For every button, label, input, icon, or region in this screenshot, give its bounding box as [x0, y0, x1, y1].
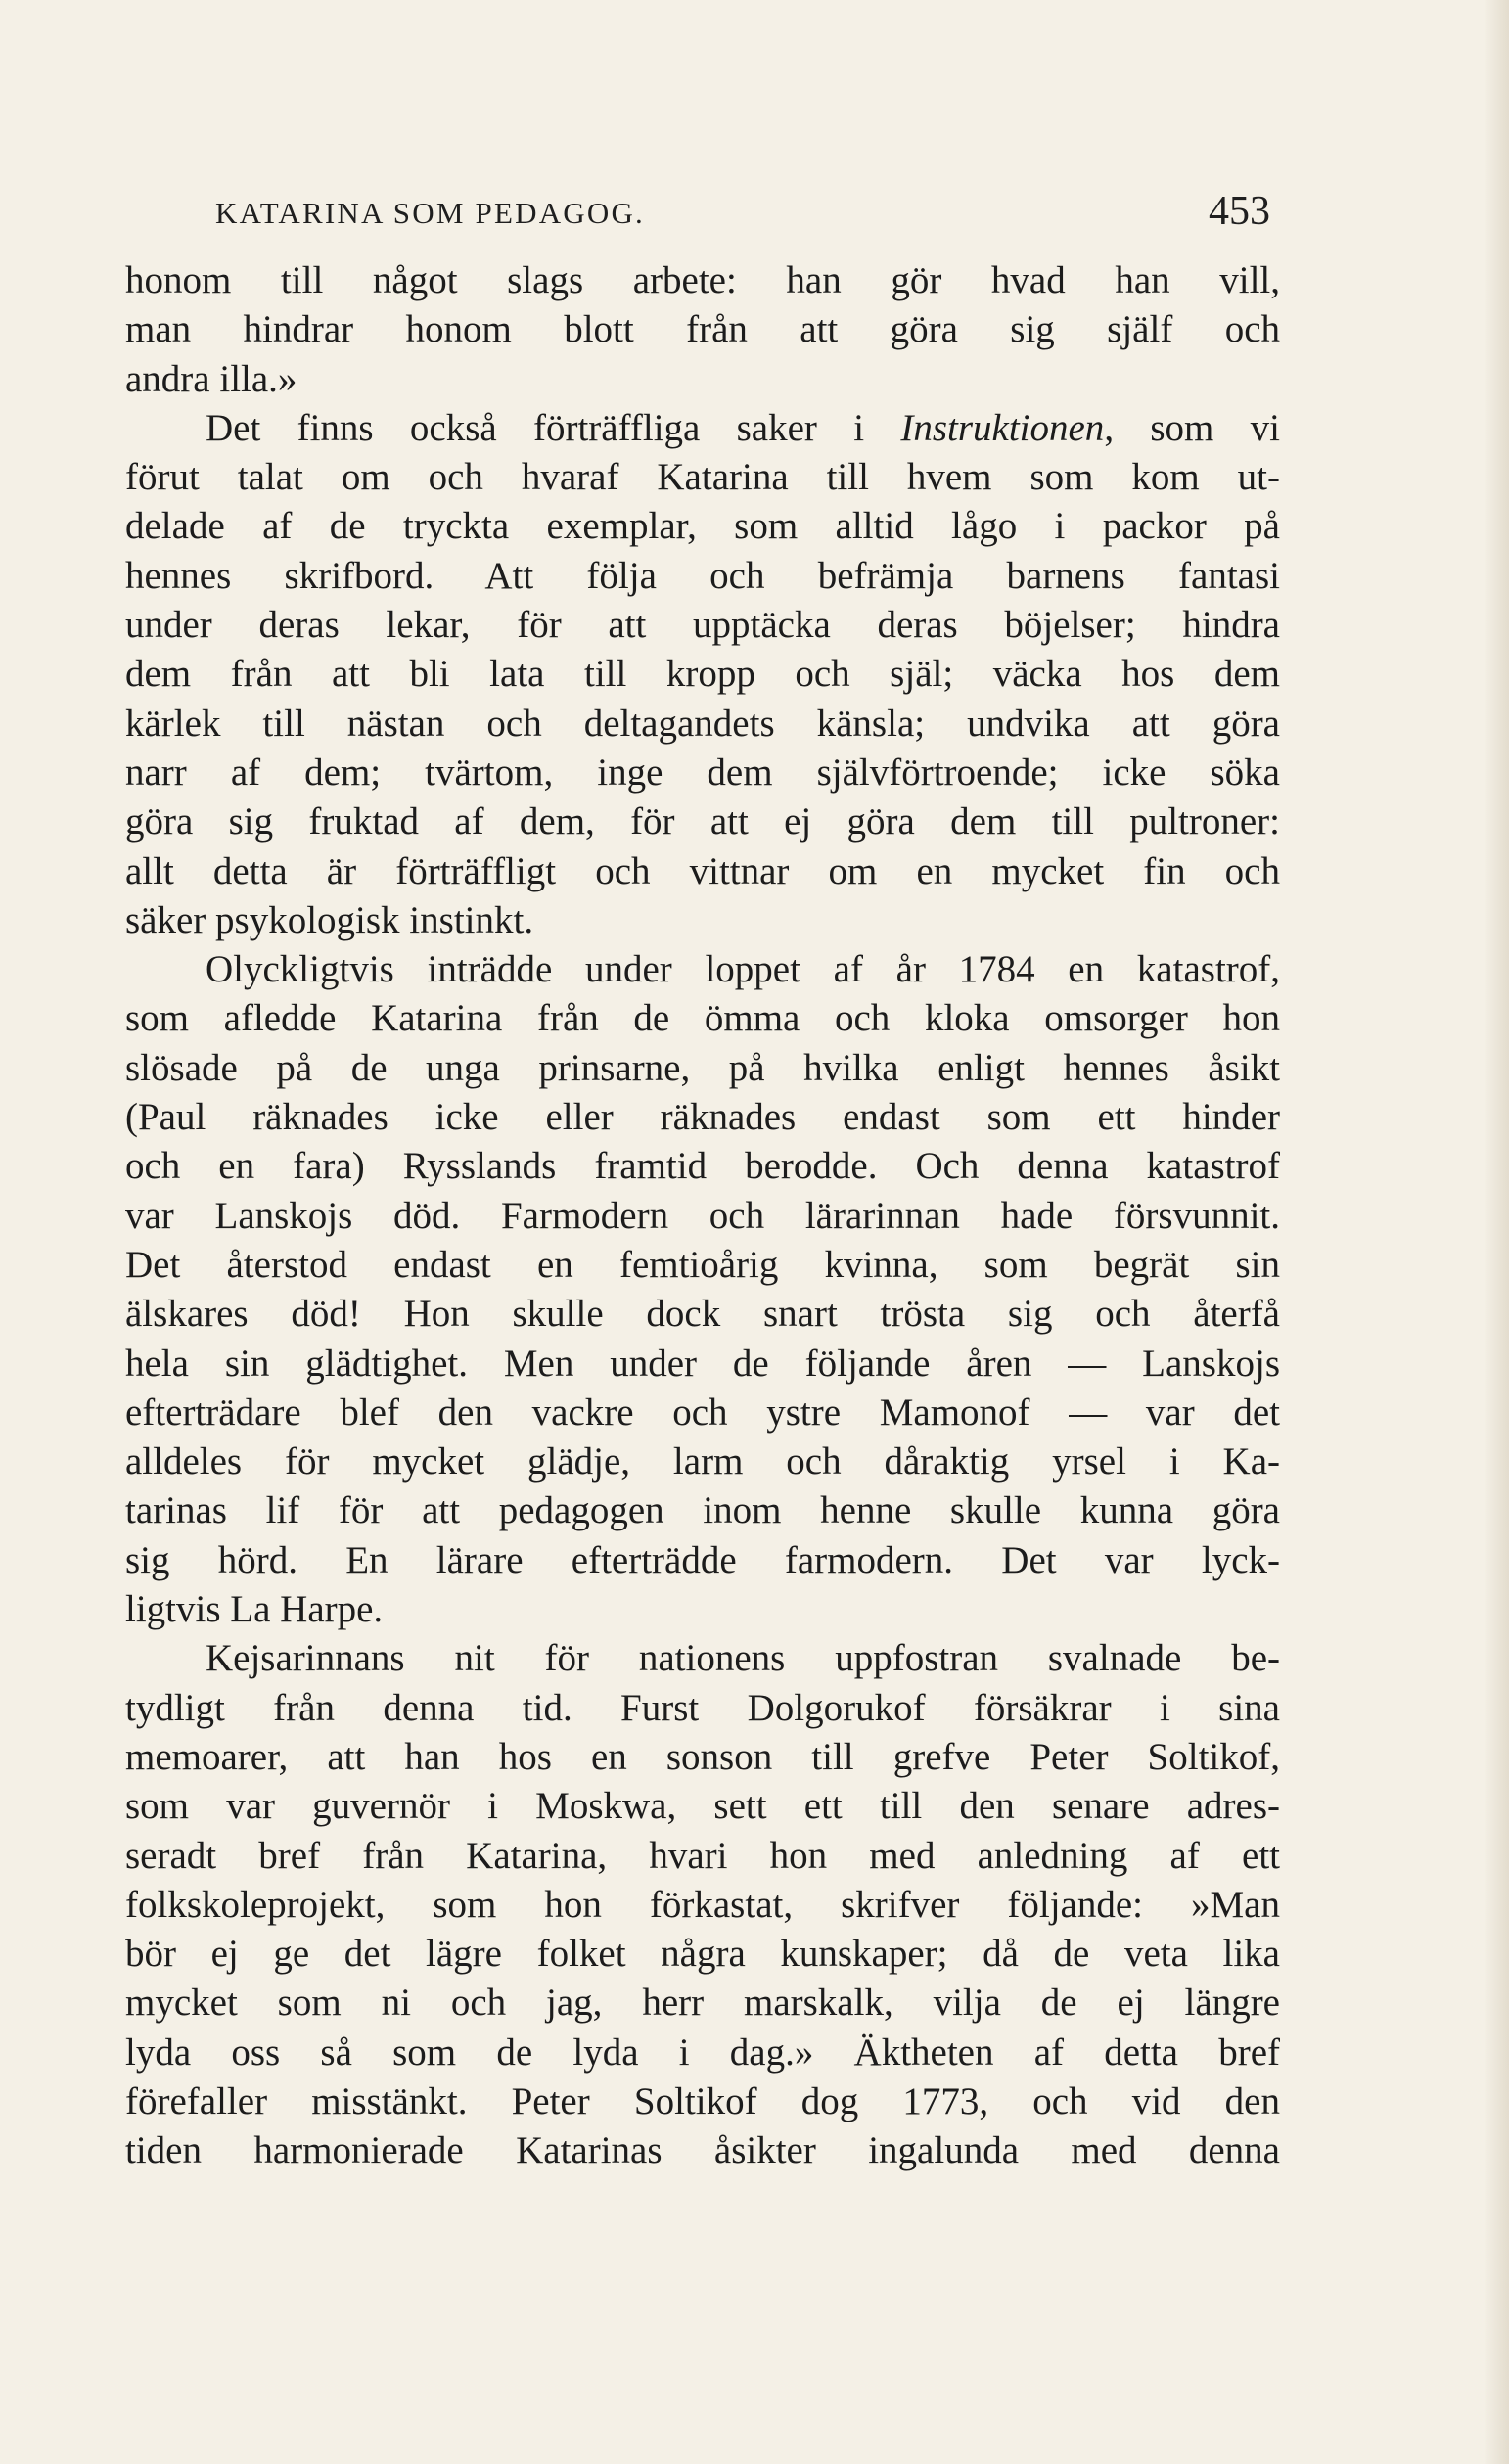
text-line-continuation: , som vi [1104, 406, 1280, 449]
text-line [125, 1684, 1280, 1733]
text-line [125, 1093, 1280, 1142]
text-line [125, 1044, 1280, 1093]
text-line-content: delade af de tryckta exemplar, som alltid lågo i packor på [125, 505, 1280, 548]
text-line-content: och en fara) Rysslands framtid berodde. Och denna katastrof [125, 1145, 1280, 1188]
text-line [125, 1881, 1280, 1930]
text-line-content: dem från att bli lata till kropp och själ; väcka hos dem [125, 653, 1280, 696]
text-line [125, 502, 1280, 551]
text-line-content: tydligt från denna tid. Furst Dolgorukof försäkrar i sina [125, 1686, 1280, 1729]
text-line-content: kärlek till nästan och deltagandets känsla; undvika att göra [125, 702, 1280, 745]
text-line [125, 847, 1280, 896]
text-line [125, 1437, 1280, 1486]
text-line [125, 1389, 1280, 1437]
text-line [125, 1782, 1280, 1831]
text-line [125, 305, 1280, 354]
text-line-content: tarinas lif för att pedagogen inom henne skulle kunna göra [125, 1489, 1280, 1532]
text-line-content: Olyckligtvis inträdde under loppet af år 1784 en katastrof, [206, 948, 1280, 991]
text-line-content: älskares död! Hon skulle dock snart trösta sig och återfå [125, 1293, 1280, 1336]
running-title: KATARINA SOM PEDAGOG. [215, 196, 645, 230]
text-line [125, 453, 1280, 502]
text-line [125, 1634, 1280, 1683]
page-edge-shadow [1484, 0, 1509, 2464]
text-line [125, 2126, 1280, 2175]
text-line [125, 1536, 1280, 1585]
text-line-content: säker psykologisk instinkt. [125, 898, 534, 941]
text-line [125, 355, 1280, 404]
text-line-content: förut talat om och hvaraf Katarina till hvem som kom ut- [125, 456, 1280, 499]
text-line-content: ligtvis La Harpe. [125, 1588, 384, 1631]
text-line-content: andra illa.» [125, 357, 297, 400]
text-line-content: man hindrar honom blott från att göra sig själf och [125, 308, 1280, 351]
text-line-content: Kejsarinnans nit för nationens uppfostran svalnade be- [206, 1637, 1280, 1680]
text-line-content: narr af dem; tvärtom, inge dem självförtroende; icke söka [125, 751, 1280, 794]
text-line [125, 256, 1280, 305]
text-line [125, 1192, 1280, 1241]
text-line [125, 1930, 1280, 1979]
text-line-content: göra sig fruktad af dem, för att ej göra dem till pultroner: [125, 800, 1280, 844]
text-line [125, 798, 1280, 846]
text-line-content: efterträdare blef den vackre och ystre Mamonof — var det [125, 1391, 1280, 1434]
text-line [125, 552, 1280, 601]
text-line-content: var Lanskojs död. Farmodern och lärarinnan hade försvunnit. [125, 1194, 1280, 1237]
text-line [125, 1241, 1280, 1290]
text-line [125, 700, 1280, 749]
text-line [125, 749, 1280, 798]
text-line [125, 404, 1280, 453]
text-line-content: förefaller misstänkt. Peter Soltikof dog 1773, och vid den [125, 2079, 1280, 2122]
text-line [125, 1340, 1280, 1389]
text-line-content: hela sin glädtighet. Men under de följande åren — Lanskojs [125, 1342, 1280, 1385]
text-line-content: under deras lekar, för att upptäcka deras böjelser; hindra [125, 604, 1280, 647]
text-line-content: sig hörd. En lärare efterträdde farmodern. Det var lyck- [125, 1538, 1280, 1581]
text-line-content: folkskoleprojekt, som hon förkastat, skrifver följande: »Man [125, 1883, 1280, 1926]
text-line-content: alldeles för mycket glädje, larm och dåraktig yrsel i Ka- [125, 1440, 1280, 1483]
text-line-content: Det finns också förträffliga saker i [206, 406, 901, 449]
text-line-content: seradt bref från Katarina, hvari hon med anledning af ett [125, 1834, 1280, 1877]
text-line [125, 1142, 1280, 1191]
text-line-content: som afledde Katarina från de ömma och kloka omsorger hon [125, 997, 1280, 1040]
text-line [125, 2077, 1280, 2126]
text-line-content: allt detta är förträffligt och vittnar om en mycket fin och [125, 849, 1280, 892]
text-line [125, 650, 1280, 699]
text-line-content: slösade på de unga prinsarne, på hvilka enligt hennes åsikt [125, 1046, 1280, 1089]
text-line-content: som var guvernör i Moskwa, sett ett till den senare adres- [125, 1785, 1280, 1828]
text-line-content: tiden harmonierade Katarinas åsikter ingalunda med denna [125, 2129, 1280, 2172]
body-text [125, 256, 1280, 2176]
page-header [127, 188, 1270, 247]
text-line [125, 896, 1280, 945]
text-line [125, 601, 1280, 650]
text-line [125, 1585, 1280, 1634]
text-line [125, 1832, 1280, 1881]
text-line [125, 1979, 1280, 2028]
text-line-content: memoarer, att han hos en sonson till grefve Peter Soltikof, [125, 1735, 1280, 1778]
text-line [125, 1486, 1280, 1535]
text-line-content: mycket som ni och jag, herr marskalk, vilja de ej längre [125, 1982, 1280, 2025]
text-line [125, 1290, 1280, 1339]
text-line-content: hennes skrifbord. Att följa och befrämja barnens fantasi [125, 554, 1280, 597]
text-line-content: Det återstod endast en femtioårig kvinna, som begrät sin [125, 1243, 1280, 1286]
text-line-content: bör ej ge det lägre folket några kunskaper; då de veta lika [125, 1933, 1280, 1976]
text-line [125, 2029, 1280, 2077]
text-line [125, 945, 1280, 994]
text-line-content: (Paul räknades icke eller räknades endast som ett hinder [125, 1096, 1280, 1139]
text-line [125, 1733, 1280, 1782]
text-line [125, 994, 1280, 1043]
page-number: 453 [1209, 189, 1270, 234]
text-line-content: honom till något slags arbete: han gör hvad han vill, [125, 259, 1280, 301]
italic-title: Instruktionen [900, 406, 1105, 449]
text-line-content: lyda oss så som de lyda i dag.» Äktheten af detta bref [125, 2031, 1280, 2074]
